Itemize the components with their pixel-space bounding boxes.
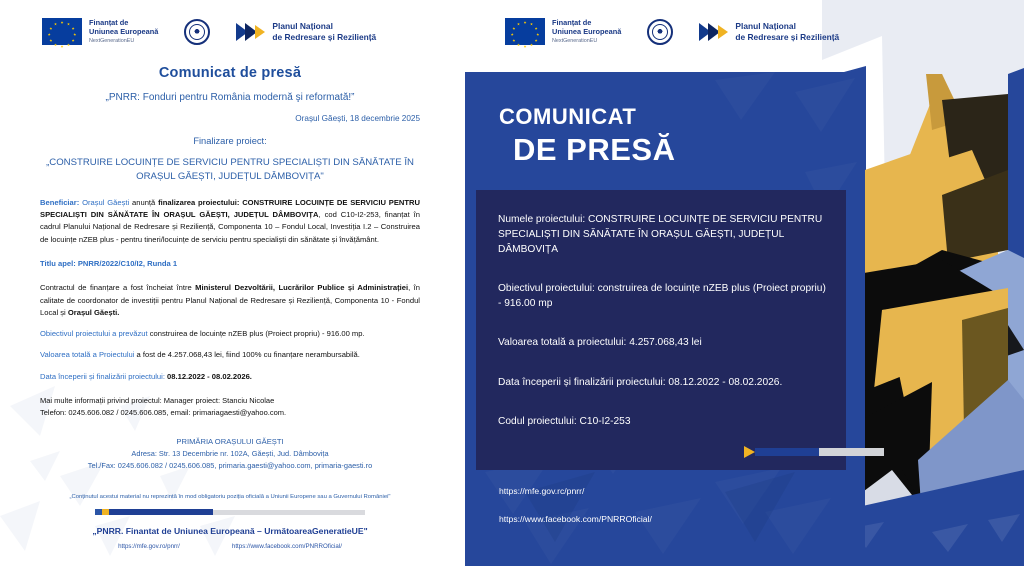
- contact-block: [40, 395, 420, 419]
- paragraph-value: [40, 349, 420, 361]
- poster-eu-logo: [505, 18, 621, 45]
- document-dateline: Orașul Găești, 18 decembrie 2025: [295, 114, 420, 123]
- poster-pnrr-logo-line2: de Redresare și Reziliență: [735, 31, 840, 42]
- eu-disclaimer: „Conținutul acestui material nu reprezintă în mod obligatoriu poziția oficială a Uniunii Europene sau a Guvernului României": [69, 494, 391, 501]
- call-title-value: PNRR/2022/C10/I2, Runda 1: [77, 258, 178, 268]
- government-seal-icon: [184, 19, 210, 45]
- paragraph-dates: [40, 371, 420, 383]
- contact-manager: Mai multe informații privind proiectul: Manager proiect: Stanciu Nicolae: [40, 396, 275, 406]
- poster-eu-logo-line3: NextGenerationEU: [552, 37, 598, 44]
- dates-value: 08.12.2022 - 08.02.2026.: [164, 371, 252, 381]
- objective-label: Obiectivul proiectului a prevăzut: [40, 329, 148, 339]
- poster-info-code: Codul proiectului: C10-I2-253: [498, 415, 631, 427]
- p1-rest: , cod C10-I2-253, finanțat în cadrul Planului Național de Redresare și Reziliență, Componenta 10 – Fondul Local, Investiția I.2 – Construirea de locuințe nZEB plus - pentru tineri/locuințe de serviciu pentru specialiști din sănătate și învățământ.: [40, 210, 420, 244]
- poster-info-project-name: Numele proiectului: CONSTRUIRE LOCUINȚE DE SERVICIU PENTRU SPECIALIȘTI DIN SĂNĂTATE ÎN ORAȘUL GĂEȘTI, JUDEȚUL DÂMBOVIȚA: [498, 214, 823, 256]
- document-subtitle: „PNRR: Fonduri pentru România modernă şi reformată!”: [105, 92, 355, 103]
- left-document-panel: [0, 0, 460, 566]
- poster-funding-logo-strip: [505, 18, 839, 45]
- p1-mid: anunță: [129, 197, 159, 207]
- beneficiary-name: Orașul Găești: [82, 197, 130, 207]
- dates-label: Data începerii și finalizării proiectului:: [40, 371, 165, 381]
- eu-logo-line3: NextGenerationEU: [89, 37, 135, 44]
- poster-heading: [499, 104, 675, 168]
- poster-pnrr-logo: [699, 21, 839, 42]
- poster-info-dates: Data începerii și finalizării proiectului: 08.12.2022 - 08.02.2026.: [498, 376, 783, 388]
- eu-logo: [42, 18, 158, 45]
- total-value-amount: a fost de 4.257.068,43 lei, fiind 100% cu finanțare nerambursabilă.: [134, 350, 360, 360]
- p3-city: Orașul Găești.: [67, 307, 120, 317]
- poster-link-facebook[interactable]: https://www.facebook.com/PNRROficial/: [499, 513, 652, 524]
- poster-heading-line1: COMUNICAT: [499, 104, 637, 129]
- poster-pnrr-arrow-icon: [699, 23, 728, 41]
- eu-logo-line2: Uniunea Europeană: [89, 26, 159, 36]
- poster-links: [499, 487, 652, 523]
- p3-mid: , în calitate de coordonator de investiții pentru Planul Național de Redresare și Reziliență, Componenta 10 - Fondul Local și: [40, 283, 420, 317]
- eu-logo-line1: Finanțat de: [89, 18, 129, 28]
- poster-government-seal-icon: [647, 19, 673, 45]
- pnrr-logo-text: [272, 21, 376, 42]
- poster-eu-logo-line1: Finanțat de: [552, 18, 592, 28]
- institution-block: [40, 436, 420, 472]
- footer-pnrr-title: „PNRR. Finantat de Uniunea Europeană – UrmătoareaGeneratieUE": [92, 526, 368, 537]
- eu-flag-icon: [42, 18, 82, 45]
- p3-pre: Contractul de finanțare a fost încheiat între: [40, 283, 196, 293]
- poster-pnrr-logo-line1: Planul Național: [735, 21, 796, 31]
- footer-links: [40, 543, 420, 550]
- poster-pnrr-logo-text: [735, 21, 839, 42]
- poster-link-mfe[interactable]: https://mfe.gov.rc/pnrr/: [499, 486, 585, 496]
- document-project-title: „CONSTRUIRE LOCUINȚE DE SERVICIU PENTRU SPECIALIȘTI DIN SĂNĂTATE ÎN ORAȘUL GĂEȘTI, JUDEȚUL DÂMBOVIȚA": [46, 157, 414, 183]
- beneficiary-label: Beneficiar:: [40, 197, 80, 207]
- poster-eu-logo-text: [552, 19, 621, 44]
- footer-link-mfe[interactable]: https://mfe.gov.ro/pnrr/: [118, 543, 180, 551]
- p1-bold: finalizarea proiectului: CONSTRUIRE LOCUINȚE DE SERVICIU PENTRU SPECIALIȘTI DIN SĂNĂTATE ÎN ORAȘUL GĂEȘTI, JUDEȚUL DÂMBOVIȚA: [40, 197, 420, 220]
- paragraph-objective: [40, 328, 420, 340]
- poster-panel: [460, 0, 1024, 566]
- eu-logo-text: [89, 19, 158, 44]
- objective-value: construirea de locuințe nZEB plus (Proiect propriu) - 916.00 mp.: [147, 329, 365, 339]
- poster-eu-logo-line2: Uniunea Europeană: [552, 26, 622, 36]
- total-value-label: Valoarea totală a Proiectului: [40, 350, 135, 360]
- poster-eu-flag-icon: [505, 18, 545, 45]
- paragraph-call-title: [40, 258, 420, 270]
- pnrr-logo-line2: de Redresare și Reziliență: [272, 31, 377, 42]
- pnrr-logo-line1: Planul Național: [272, 21, 333, 31]
- p3-ministry: Ministerul Dezvoltării, Lucrărilor Publice și Administrației: [195, 283, 409, 293]
- poster-info-objective: Obiectivul proiectului: construirea de locuințe nZEB plus (Proiect propriu) - 916.00 mp: [498, 283, 826, 310]
- footer-link-facebook[interactable]: https://www.facebook.com/PNRROficial/: [231, 543, 342, 551]
- document-title: Comunicat de presă: [158, 65, 302, 81]
- poster-blue-panel: [465, 72, 865, 566]
- pnrr-logo: [236, 21, 376, 42]
- call-title-label: Titlu apel:: [40, 258, 76, 268]
- funding-logo-strip: [0, 0, 460, 45]
- poster-info-box: [476, 190, 846, 470]
- paragraph-beneficiary: [40, 197, 420, 246]
- paragraph-contract: [40, 282, 420, 319]
- institution-address: Adresa: Str. 13 Decembrie nr. 102A, Găești, Jud. Dâmbovița: [131, 449, 329, 459]
- pnrr-decorative-bar: [95, 509, 365, 515]
- institution-name: PRIMĂRIA ORAȘULUI GĂEȘTI: [176, 437, 284, 447]
- document-body: [0, 65, 460, 550]
- poster-info-total-value: Valoarea totală a proiectului: 4.257.068,43 lei: [498, 337, 702, 349]
- contact-phone-email: Telefon: 0245.606.082 / 0245.606.085, email: primariagaesti@yahoo.com.: [40, 408, 287, 418]
- document-section-label: Finalizare proiect:: [193, 136, 267, 146]
- poster-heading-line2: DE PRESĂ: [513, 132, 676, 167]
- institution-contact: Tel./Fax: 0245.606.082 / 0245.606.085, primaria.gaesti@yahoo.com, primaria-gaesti.ro: [87, 461, 373, 471]
- poster-pnrr-stripe: [744, 446, 884, 457]
- pnrr-arrow-icon: [236, 23, 265, 41]
